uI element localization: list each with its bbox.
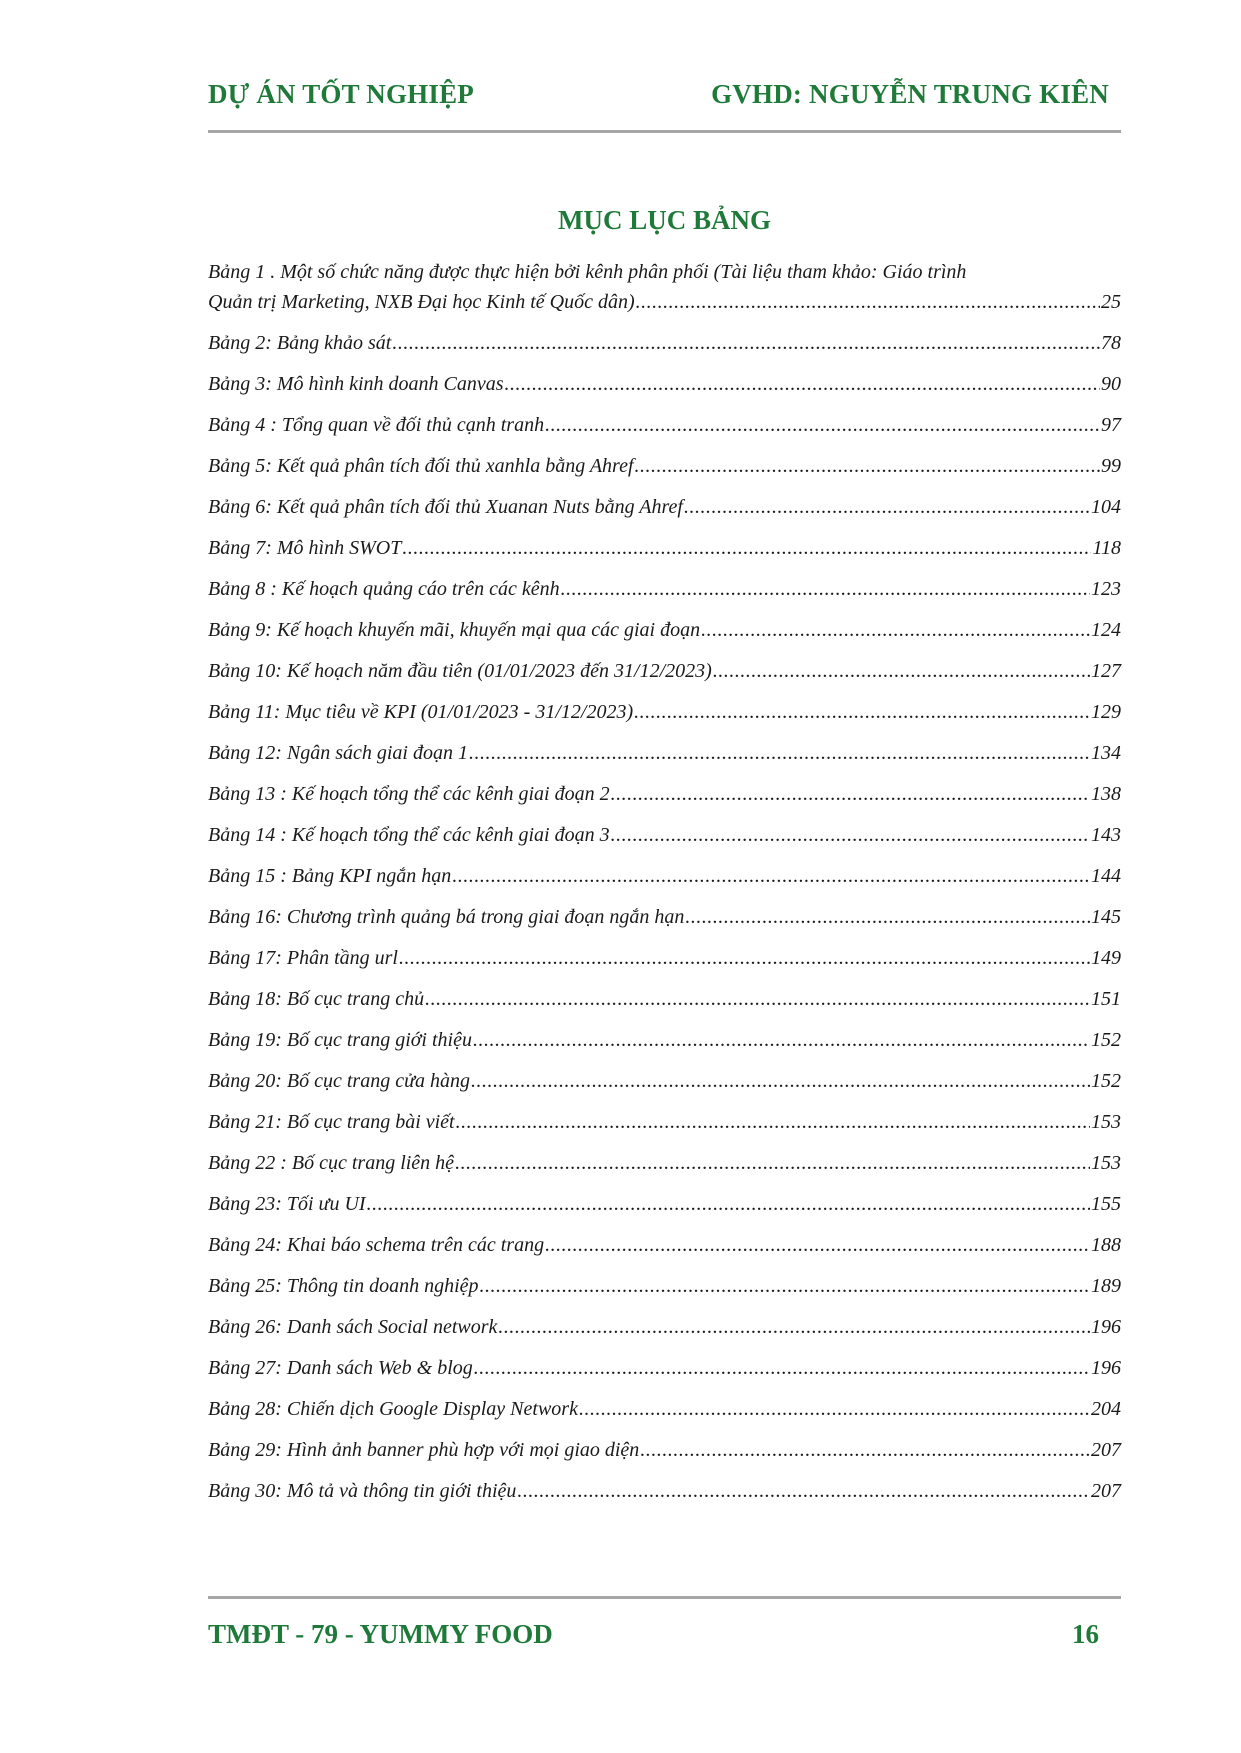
toc-entry-label: Bảng 15 : Bảng KPI ngắn hạn bbox=[208, 865, 452, 887]
toc-entry[interactable] bbox=[208, 369, 1121, 399]
toc-entry-page: 149 bbox=[1091, 947, 1121, 969]
toc-entry[interactable] bbox=[208, 257, 1121, 317]
toc-entry-label: Bảng 3: Mô hình kinh doanh Canvas bbox=[208, 373, 504, 395]
dot-leader bbox=[473, 1025, 1090, 1055]
dot-leader bbox=[456, 1107, 1090, 1137]
dot-leader bbox=[455, 1148, 1090, 1178]
dot-leader bbox=[474, 1353, 1090, 1383]
dot-leader bbox=[701, 615, 1090, 645]
toc-entry[interactable] bbox=[208, 1476, 1121, 1506]
toc-entry-label: Bảng 12: Ngân sách giai đoạn 1 bbox=[208, 742, 468, 764]
toc-entry-label: Bảng 5: Kết quả phân tích đối thủ xanhla bằng Ahref bbox=[208, 455, 634, 477]
toc-entry[interactable] bbox=[208, 574, 1121, 604]
dot-leader bbox=[713, 656, 1090, 686]
dot-leader bbox=[684, 492, 1090, 522]
toc-entry-page: 99 bbox=[1101, 455, 1121, 477]
toc-entry-page: 155 bbox=[1091, 1193, 1121, 1215]
toc-entry-page: 134 bbox=[1091, 742, 1121, 764]
toc-entry-label: Bảng 25: Thông tin doanh nghiệp bbox=[208, 1275, 479, 1297]
dot-leader bbox=[469, 738, 1090, 768]
toc-entry-label: Bảng 8 : Kế hoạch quảng cáo trên các kênh bbox=[208, 578, 560, 600]
toc-entry[interactable] bbox=[208, 943, 1121, 973]
toc-entry[interactable] bbox=[208, 1435, 1121, 1465]
toc-entry-page: 188 bbox=[1091, 1234, 1121, 1256]
dot-leader bbox=[636, 287, 1100, 317]
toc-entry-label-line1: Bảng 1 . Một số chức năng được thực hiện bởi kênh phân phối (Tài liệu tham khảo: Giáo trình bbox=[208, 261, 967, 283]
toc-entry-line2 bbox=[208, 287, 1121, 317]
page-number: 16 bbox=[1072, 1618, 1099, 1649]
toc-entry[interactable] bbox=[208, 861, 1121, 891]
toc-entry-label: Bảng 22 : Bố cục trang liên hệ bbox=[208, 1152, 455, 1174]
dot-leader bbox=[685, 902, 1090, 932]
toc-entry[interactable] bbox=[208, 984, 1121, 1014]
toc-entry[interactable] bbox=[208, 697, 1121, 727]
toc-entry-label: Bảng 24: Khai báo schema trên các trang bbox=[208, 1234, 545, 1256]
dot-leader bbox=[425, 984, 1090, 1014]
toc-entry-page: 78 bbox=[1101, 332, 1121, 354]
toc-entry-label: Bảng 11: Mục tiêu về KPI (01/01/2023 - 31/12/2023) bbox=[208, 701, 634, 723]
page-title: MỤC LỤC BẢNG bbox=[558, 205, 771, 235]
dot-leader bbox=[399, 943, 1090, 973]
toc-entry[interactable] bbox=[208, 1148, 1121, 1178]
footer-divider bbox=[208, 1596, 1121, 1599]
toc-entry-label: Bảng 9: Kế hoạch khuyến mãi, khuyến mại qua các giai đoạn bbox=[208, 619, 701, 641]
toc-entry-label-line2: Quản trị Marketing, NXB Đại học Kinh tế Quốc dân) bbox=[208, 291, 635, 313]
toc-entry-label: Bảng 13 : Kế hoạch tổng thể các kênh giai đoạn 2 bbox=[208, 783, 610, 805]
dot-leader bbox=[367, 1189, 1090, 1219]
toc-entry-page: 90 bbox=[1101, 373, 1121, 395]
toc-entry-page: 124 bbox=[1091, 619, 1121, 641]
toc-entry[interactable] bbox=[208, 1271, 1121, 1301]
dot-leader bbox=[545, 410, 1100, 440]
header-project-title: DỰ ÁN TỐT NGHIỆP bbox=[208, 78, 474, 109]
dot-leader bbox=[402, 533, 1091, 563]
dot-leader bbox=[498, 1312, 1090, 1342]
dot-leader bbox=[471, 1066, 1090, 1096]
page-footer bbox=[208, 1614, 1121, 1654]
toc-entry-label: Bảng 19: Bố cục trang giới thiệu bbox=[208, 1029, 472, 1051]
toc-entry-label: Bảng 28: Chiến dịch Google Display Network bbox=[208, 1398, 578, 1420]
toc-entry[interactable] bbox=[208, 738, 1121, 768]
toc-entry-page: 97 bbox=[1101, 414, 1121, 436]
toc-entry-page: 104 bbox=[1091, 496, 1121, 518]
toc-entry-label: Bảng 21: Bố cục trang bài viết bbox=[208, 1111, 455, 1133]
toc-entry-page: 204 bbox=[1091, 1398, 1121, 1420]
table-of-tables bbox=[208, 257, 1121, 1517]
toc-entry[interactable] bbox=[208, 533, 1121, 563]
toc-entry-label: Bảng 27: Danh sách Web & blog bbox=[208, 1357, 473, 1379]
toc-entry[interactable] bbox=[208, 615, 1121, 645]
toc-entry[interactable] bbox=[208, 1353, 1121, 1383]
toc-entry[interactable] bbox=[208, 1189, 1121, 1219]
toc-entry-page: 138 bbox=[1091, 783, 1121, 805]
dot-leader bbox=[579, 1394, 1090, 1424]
toc-entry-page: 129 bbox=[1091, 701, 1121, 723]
toc-entry[interactable] bbox=[208, 1312, 1121, 1342]
toc-entry[interactable] bbox=[208, 451, 1121, 481]
toc-entry[interactable] bbox=[208, 1230, 1121, 1260]
toc-entry-label: Bảng 2: Bảng khảo sát bbox=[208, 332, 392, 354]
dot-leader bbox=[635, 451, 1100, 481]
toc-entry-page: 152 bbox=[1091, 1029, 1121, 1051]
toc-entry-page: 207 bbox=[1091, 1480, 1121, 1502]
toc-entry-page: 196 bbox=[1091, 1357, 1121, 1379]
toc-entry-page: 127 bbox=[1091, 660, 1121, 682]
toc-entry[interactable] bbox=[208, 902, 1121, 932]
toc-entry-page: 123 bbox=[1091, 578, 1121, 600]
toc-entry-page: 143 bbox=[1091, 824, 1121, 846]
dot-leader bbox=[611, 779, 1090, 809]
toc-entry[interactable] bbox=[208, 492, 1121, 522]
page-header bbox=[208, 74, 1121, 114]
toc-entry-label: Bảng 18: Bố cục trang chủ bbox=[208, 988, 425, 1010]
toc-entry-page: 151 bbox=[1091, 988, 1121, 1010]
toc-entry[interactable] bbox=[208, 1394, 1121, 1424]
dot-leader bbox=[611, 820, 1090, 850]
dot-leader bbox=[640, 1435, 1090, 1465]
toc-entry-label: Bảng 16: Chương trình quảng bá trong giai đoạn ngắn hạn bbox=[208, 906, 685, 928]
header-advisor: GVHD: NGUYỄN TRUNG KIÊN bbox=[711, 78, 1109, 109]
dot-leader bbox=[480, 1271, 1090, 1301]
toc-entry-page: 207 bbox=[1091, 1439, 1121, 1461]
toc-entry-page: 25 bbox=[1101, 291, 1121, 313]
toc-entry-label: Bảng 4 : Tổng quan về đối thủ cạnh tranh bbox=[208, 414, 545, 436]
toc-list bbox=[208, 328, 1121, 1506]
dot-leader bbox=[392, 328, 1100, 358]
toc-entry[interactable] bbox=[208, 410, 1121, 440]
toc-entry-page: 145 bbox=[1091, 906, 1121, 928]
dot-leader bbox=[545, 1230, 1090, 1260]
toc-entry-label: Bảng 17: Phân tầng url bbox=[208, 947, 398, 969]
toc-entry-page: 153 bbox=[1091, 1152, 1121, 1174]
toc-entry[interactable] bbox=[208, 1025, 1121, 1055]
toc-entry-label: Bảng 20: Bố cục trang cửa hàng bbox=[208, 1070, 470, 1092]
dot-leader bbox=[505, 369, 1100, 399]
toc-entry[interactable] bbox=[208, 656, 1121, 686]
toc-entry-label: Bảng 26: Danh sách Social network bbox=[208, 1316, 498, 1338]
toc-entry-label: Bảng 6: Kết quả phân tích đối thủ Xuanan Nuts bằng Ahref bbox=[208, 496, 683, 518]
toc-entry-label: Bảng 29: Hình ảnh banner phù hợp với mọi giao diện bbox=[208, 1439, 640, 1461]
toc-entry-label: Bảng 14 : Kế hoạch tổng thể các kênh giai đoạn 3 bbox=[208, 824, 610, 846]
toc-entry-page: 152 bbox=[1091, 1070, 1121, 1092]
toc-entry[interactable] bbox=[208, 1066, 1121, 1096]
toc-entry-label: Bảng 7: Mô hình SWOT bbox=[208, 537, 402, 559]
footer-project-name: TMĐT - 79 - YUMMY FOOD bbox=[208, 1618, 553, 1649]
toc-entry-label: Bảng 10: Kế hoạch năm đầu tiên (01/01/2023 đến 31/12/2023) bbox=[208, 660, 712, 682]
toc-entry-page: 196 bbox=[1091, 1316, 1121, 1338]
toc-entry[interactable] bbox=[208, 328, 1121, 358]
toc-entry-label: Bảng 23: Tối ưu UI bbox=[208, 1193, 366, 1215]
dot-leader bbox=[452, 861, 1090, 891]
toc-entry-page: 189 bbox=[1091, 1275, 1121, 1297]
toc-entry[interactable] bbox=[208, 1107, 1121, 1137]
toc-entry[interactable] bbox=[208, 820, 1121, 850]
toc-entry-page: 118 bbox=[1092, 537, 1121, 559]
toc-entry-page: 144 bbox=[1091, 865, 1121, 887]
toc-entry-page: 153 bbox=[1091, 1111, 1121, 1133]
toc-entry[interactable] bbox=[208, 779, 1121, 809]
dot-leader bbox=[517, 1476, 1090, 1506]
dot-leader bbox=[634, 697, 1090, 727]
header-divider bbox=[208, 130, 1121, 133]
dot-leader bbox=[561, 574, 1090, 604]
toc-entry-label: Bảng 30: Mô tả và thông tin giới thiệu bbox=[208, 1480, 517, 1502]
